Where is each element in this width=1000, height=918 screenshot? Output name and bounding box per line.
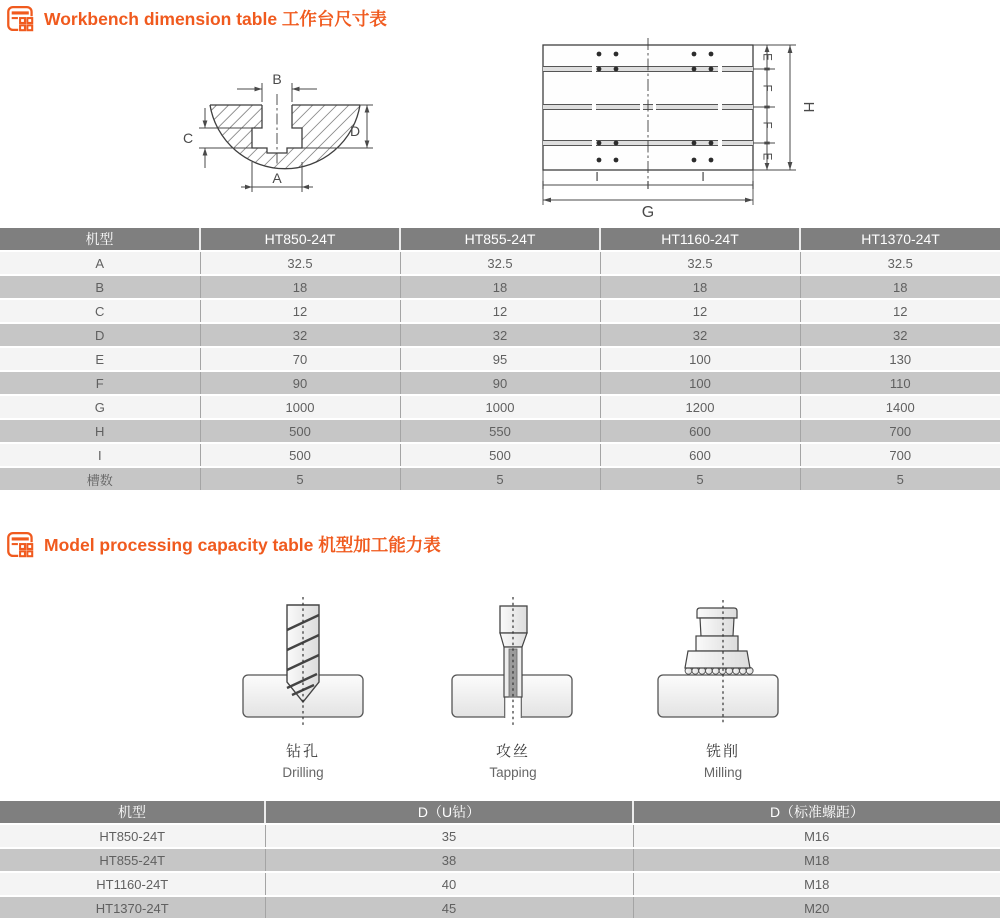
table-cell: 500 <box>400 443 600 467</box>
column-header: 机型 <box>0 801 265 824</box>
table-cell: 32 <box>400 323 600 347</box>
table-cell: M18 <box>633 848 1000 872</box>
column-header: HT855-24T <box>400 228 600 251</box>
capacity-table <box>0 801 1000 918</box>
column-header: HT1160-24T <box>600 228 800 251</box>
table-row <box>0 872 1000 896</box>
process-label-zh: 铣削 <box>705 743 740 760</box>
table-row <box>0 824 1000 848</box>
table-cell: 32.5 <box>600 251 800 275</box>
table-cell: 100 <box>600 371 800 395</box>
table-row <box>0 467 1000 491</box>
table-cell: 500 <box>200 419 400 443</box>
table-cell: 70 <box>200 347 400 371</box>
dim-label-f-upper: F <box>760 84 773 92</box>
table-cell: 90 <box>200 371 400 395</box>
table-cell: 18 <box>600 275 800 299</box>
table-cell: C <box>0 299 200 323</box>
table-cell: HT1160-24T <box>0 872 265 896</box>
table-cell: 32 <box>600 323 800 347</box>
figure-drilling <box>218 590 388 780</box>
process-label-en: Tapping <box>489 765 537 780</box>
milling-illustration <box>638 590 808 732</box>
section-header-dimensions <box>6 3 387 33</box>
table-cell: 40 <box>265 872 633 896</box>
table-cell: 5 <box>200 467 400 491</box>
table-row <box>0 251 1000 275</box>
table-cell: 130 <box>800 347 1000 371</box>
table-cell: 700 <box>800 419 1000 443</box>
dim-label-d: D <box>349 123 361 139</box>
column-header: D（标准螺距） <box>633 801 1000 824</box>
form-table-icon <box>6 530 35 559</box>
column-header: HT850-24T <box>200 228 400 251</box>
table-cell: 5 <box>400 467 600 491</box>
dim-label-i-right: I <box>701 169 705 184</box>
table-cell: 500 <box>200 443 400 467</box>
table-cell: H <box>0 419 200 443</box>
table-cell: HT855-24T <box>0 848 265 872</box>
table-row <box>0 371 1000 395</box>
column-header: 机型 <box>0 228 200 251</box>
process-label-zh: 攻丝 <box>495 743 530 760</box>
table-cell: 38 <box>265 848 633 872</box>
drilling-illustration <box>218 590 388 732</box>
figure-milling <box>638 590 808 780</box>
table-row <box>0 347 1000 371</box>
process-label-en: Drilling <box>282 765 324 780</box>
table-cell: 12 <box>800 299 1000 323</box>
dim-label-c: C <box>182 130 194 146</box>
table-cell: 32.5 <box>400 251 600 275</box>
table-cell: M20 <box>633 896 1000 918</box>
table-cell: 1200 <box>600 395 800 419</box>
dim-label-a: A <box>272 170 282 186</box>
table-cell: 100 <box>600 347 800 371</box>
dim-label-i-left: I <box>595 169 599 184</box>
dim-label-e-bottom: E <box>760 152 773 161</box>
table-cell: A <box>0 251 200 275</box>
table-cell: 12 <box>200 299 400 323</box>
table-cell: I <box>0 443 200 467</box>
table-cell: 600 <box>600 443 800 467</box>
table-row <box>0 896 1000 918</box>
tslot-section-diagram <box>175 50 395 200</box>
table-cell: 90 <box>400 371 600 395</box>
table-cell: 32.5 <box>200 251 400 275</box>
table-cell: 550 <box>400 419 600 443</box>
table-cell: 32 <box>800 323 1000 347</box>
table-cell: E <box>0 347 200 371</box>
table-cell: 35 <box>265 824 633 848</box>
process-label-zh: 钻孔 <box>285 743 320 760</box>
table-cell: G <box>0 395 200 419</box>
table-cell: 1000 <box>400 395 600 419</box>
table-cell: HT850-24T <box>0 824 265 848</box>
section-title: Workbench dimension table 工作台尺寸表 <box>44 8 387 29</box>
table-cell: 18 <box>400 275 600 299</box>
table-row <box>0 299 1000 323</box>
table-cell: 12 <box>600 299 800 323</box>
table-cell: 600 <box>600 419 800 443</box>
table-cell: M16 <box>633 824 1000 848</box>
table-cell: 18 <box>200 275 400 299</box>
table-cell: 110 <box>800 371 1000 395</box>
dimension-table <box>0 228 1000 492</box>
table-cell: 1000 <box>200 395 400 419</box>
table-cell: 45 <box>265 896 633 918</box>
form-table-icon <box>6 4 35 33</box>
dim-label-e-top: E <box>760 53 773 61</box>
table-row <box>0 443 1000 467</box>
table-row <box>0 275 1000 299</box>
dim-label-f-lower: F <box>760 121 773 129</box>
table-cell: B <box>0 275 200 299</box>
table-cell: F <box>0 371 200 395</box>
dim-label-g: G <box>641 204 655 221</box>
table-cell: 700 <box>800 443 1000 467</box>
workbench-topview-diagram <box>528 33 823 223</box>
table-header-row <box>0 228 1000 251</box>
table-row <box>0 395 1000 419</box>
table-cell: 32 <box>200 323 400 347</box>
table-cell: 95 <box>400 347 600 371</box>
table-cell: HT1370-24T <box>0 896 265 918</box>
section-header-capacity <box>6 529 441 559</box>
dim-label-h: H <box>800 101 817 113</box>
tapping-illustration <box>428 590 598 732</box>
process-label-en: Milling <box>703 765 743 780</box>
table-row <box>0 323 1000 347</box>
table-cell: 1400 <box>800 395 1000 419</box>
table-row <box>0 419 1000 443</box>
table-cell: 5 <box>600 467 800 491</box>
column-header: D（U钻） <box>265 801 633 824</box>
table-cell: 12 <box>400 299 600 323</box>
table-row <box>0 848 1000 872</box>
column-header: HT1370-24T <box>800 228 1000 251</box>
table-cell: 5 <box>800 467 1000 491</box>
table-cell: 18 <box>800 275 1000 299</box>
table-cell: D <box>0 323 200 347</box>
figure-tapping <box>428 590 598 780</box>
section-title: Model processing capacity table 机型加工能力表 <box>44 534 441 555</box>
dim-label-b: B <box>272 71 282 87</box>
table-cell: 32.5 <box>800 251 1000 275</box>
table-cell: M18 <box>633 872 1000 896</box>
table-header-row <box>0 801 1000 824</box>
table-cell: 槽数 <box>0 467 200 491</box>
